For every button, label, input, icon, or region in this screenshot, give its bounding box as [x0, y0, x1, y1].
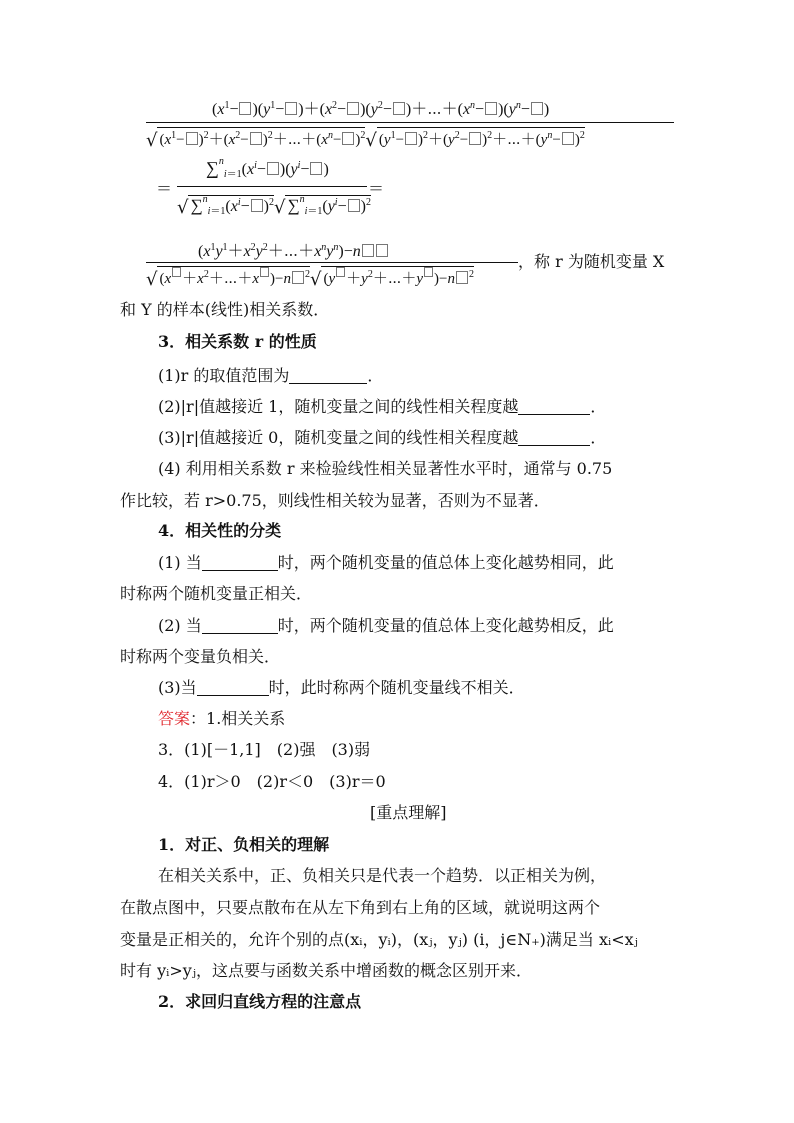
formula-3-numerator: $(x^1y^1+x^2y^2+\cdots+x^ny^n)-n$: [198, 238, 389, 261]
formula-2-fraction-bar: [177, 186, 367, 187]
key-points-heading: [重点理解]: [370, 803, 447, 822]
section-4-item-3: (3)当 时，此时称两个随机变量线不相关．: [158, 678, 525, 697]
section-4-item-1-line-2: 时称两个随机变量正相关．: [120, 584, 313, 603]
key-paragraph-line-2: 在散点图中，只要点散布在从左下角到右上角的区域，就说明这两个: [120, 898, 601, 917]
answer-blank[interactable]: [518, 430, 590, 446]
section-3-heading: 3．相关系数 r 的性质: [158, 332, 317, 351]
formula-1-fraction-bar: [146, 122, 674, 123]
section-3-item-1: (1)r 的取值范围为 ．: [158, 366, 384, 385]
formula-1-numerator: $(x^1- )(y^1- )+(x^2- )(y^2-$ )$+\cdots+(x^n- )(y^n-$ ): [212, 100, 550, 118]
section-4-item-1: (1) 当 时，两个随机变量的值总体上变化越势相同，此: [158, 553, 614, 572]
answer-label: 答案: [158, 709, 191, 728]
formula-1-denominator: √ $(x^1- )^2+(x^2-$ )$^2+\cdots+(x^n- )^2√$ $(y^1- )^2+(y^2-$ )$^2+\cdots+(y^n- )^2$: [146, 127, 585, 151]
answer-blank[interactable]: [518, 399, 590, 415]
formula-3-fraction-bar: [146, 262, 518, 263]
key-paragraph-line-3: 变量是正相关的，允许个别的点(xᵢ，yᵢ)，(xⱼ，yⱼ) (i，j∈N₊)满足当 xᵢ<xⱼ: [120, 930, 638, 949]
formula-2-numerator: $\sum^n_{i=1}(x^i- )(y^i-$ ): [206, 156, 329, 180]
answer-blank[interactable]: [197, 680, 269, 696]
answer-blank[interactable]: [202, 555, 278, 571]
section-3-item-2: (2)|r|值越接近 1，随机变量之间的线性相关程度越 ．: [158, 397, 607, 416]
key-paragraph-line-1: 在相关关系中，正、负相关只是代表一个趋势．以正相关为例，: [158, 866, 607, 885]
section-3-item-3: (3)|r|值越接近 0，随机变量之间的线性相关程度越 ．: [158, 428, 607, 447]
key-paragraph-line-4: 时有 yᵢ>yⱼ，这点要与函数关系中增函数的概念区别开来．: [120, 961, 533, 980]
section-3-item-4-line-2: 作比较，若 r>0.75，则线性相关较为显著，否则为不显著．: [120, 491, 550, 510]
formula-3-denominator: √ ($x +x^2+\cdots+x$ )−n $^2$√ ($y +y^2+\cdots+y$ )−n $^2$: [146, 266, 474, 290]
answer-line-2: 3．(1)[－1,1] (2)强 (3)弱: [158, 740, 371, 759]
key-subheading-2: 2．求回归直线方程的注意点: [158, 992, 362, 1011]
section-3-item-4-line-1: (4) 利用相关系数 r 来检验线性相关显著性水平时，通常与 0.75: [158, 459, 613, 478]
section-4-heading: 4．相关性的分类: [158, 521, 282, 540]
section-4-item-2-line-2: 时称两个变量负相关．: [120, 647, 281, 666]
key-subheading-1: 1．对正、负相关的理解: [158, 835, 330, 854]
equals-sign-1: ＝: [156, 181, 173, 198]
formula-2-denominator: √ $\sum^n_{i=1}(x^i- )^2√$ $\sum^n_{i=1}(y^i- )^2$: [177, 194, 371, 218]
formula-continuation: 和 Y 的样本(线性)相关系数．: [120, 300, 330, 319]
answer-line-1: 答案：1.相关关系: [158, 709, 286, 728]
answer-blank[interactable]: [202, 618, 278, 634]
answer-line-3: 4．(1)r＞0 (2)r＜0 (3)r＝0: [158, 772, 386, 791]
section-4-item-2: (2) 当 时，两个随机变量的值总体上变化越势相反，此: [158, 616, 614, 635]
formula-3-trailing-text: ，称 r 为随机变量 X: [518, 252, 665, 271]
equals-sign-2: ＝: [368, 181, 385, 198]
answer-blank[interactable]: [289, 368, 367, 384]
